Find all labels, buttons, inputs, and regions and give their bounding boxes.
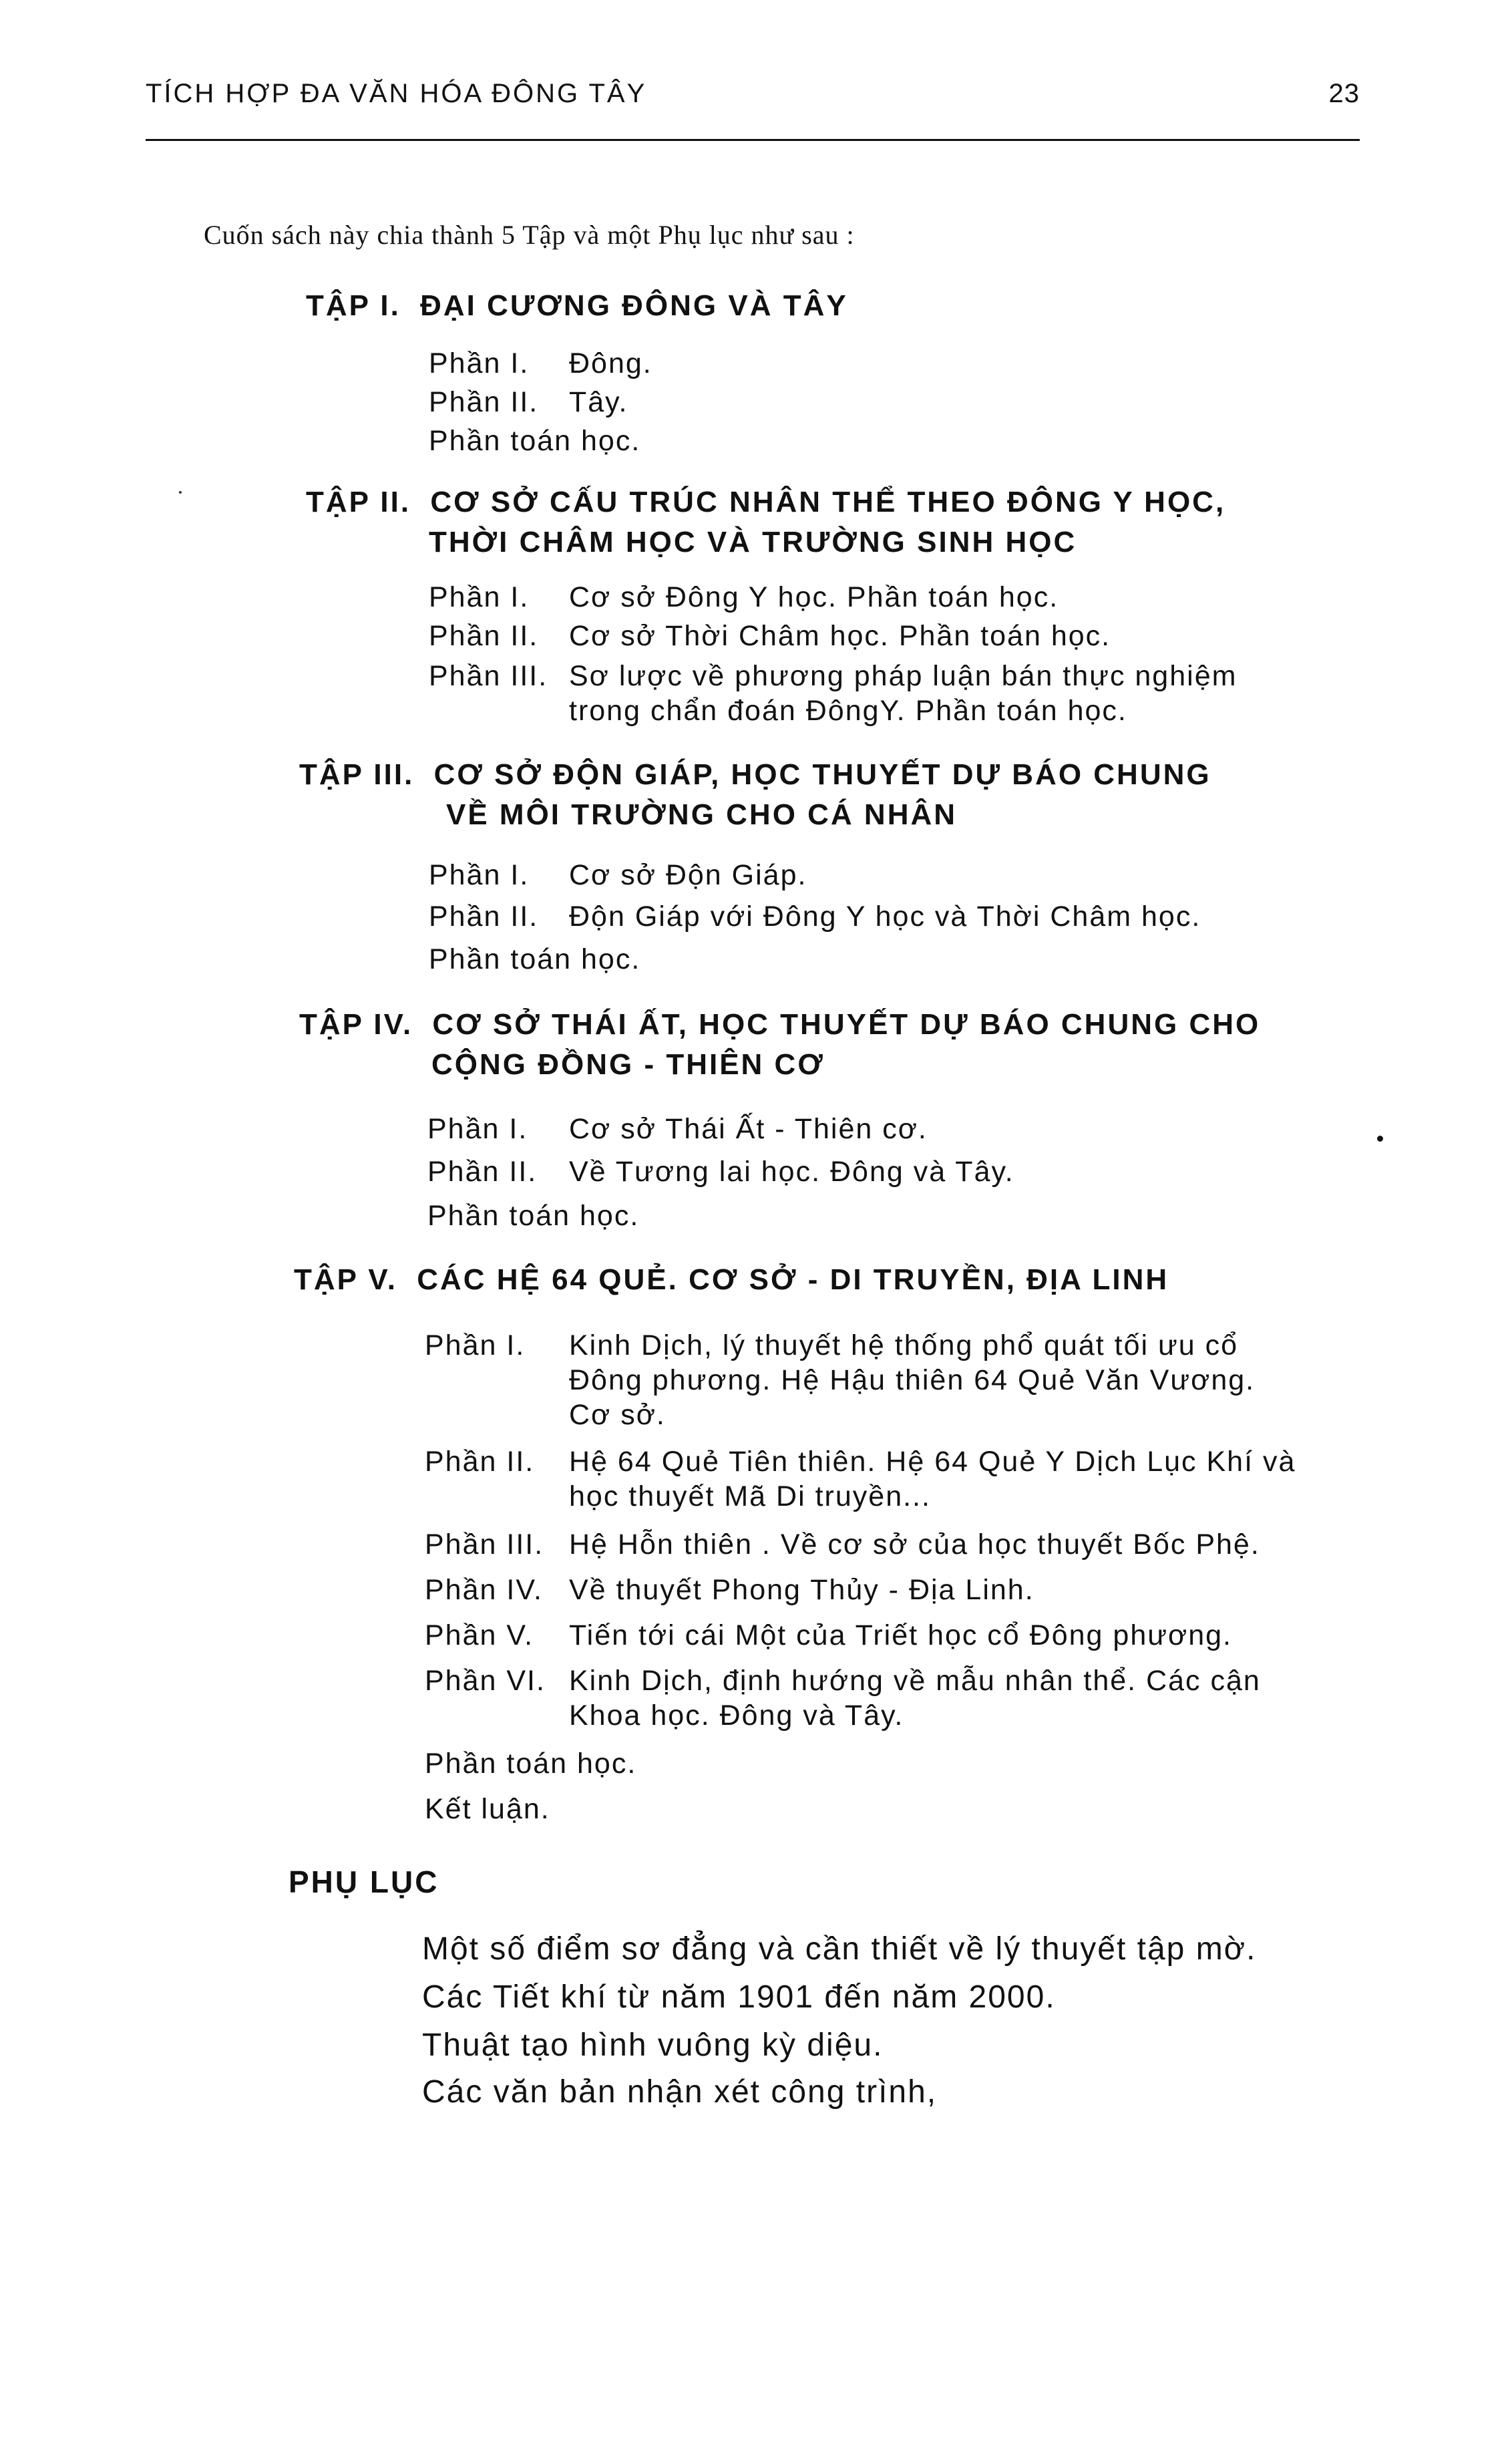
part-text-line: trong chẩn đoán ĐôngY. Phần toán học. [569,695,1127,727]
part-label: Kết luận. [425,1793,550,1825]
part-text: Cơ sở Thái Ất - Thiên cơ. [569,1113,928,1145]
part-label: Phần III. [429,660,548,692]
part-label: Phần II. [429,386,539,418]
volume-5-title-line-1: CÁC HỆ 64 QUẺ. CƠ SỞ - DI TRUYỀN, ĐỊA LINH [417,1263,1169,1296]
part-label: Phần I. [425,1329,526,1361]
part-label: Phần IV. [425,1574,543,1606]
appendix-heading: PHỤ LỤC [289,1864,439,1899]
part-text [569,1328,1255,1432]
part-label: Phần toán học. [427,1200,640,1232]
running-head [146,79,1360,119]
part-text-line: Kinh Dịch, lý thuyết hệ thống phổ quát tối ưu cổ [569,1329,1239,1361]
appendix-item-3: Thuật tạo hình vuông kỳ diệu. [422,2027,884,2063]
part-label: Phần I. [427,1113,528,1145]
volume-5-label: TẬP V. [294,1263,397,1296]
part-text-line: Hệ 64 Quẻ Tiên thiên. Hệ 64 Quẻ Y Dịch Lục Khí và [569,1446,1296,1478]
volume-4-title-line-1: CƠ SỞ THÁI ẤT, HỌC THUYẾT DỰ BÁO CHUNG CHO [432,1008,1261,1041]
volume-2-label: TẬP II. [306,486,411,518]
part-text: Độn Giáp với Đông Y học và Thời Châm học. [569,901,1201,933]
running-head-title: TÍCH HỢP ĐA VĂN HÓA ĐÔNG TÂY [146,79,647,108]
part-label: Phần I. [429,347,530,379]
intro-text: Cuốn sách này chia thành 5 Tập và một Phụ lục như sau : [204,220,855,250]
volume-3-label: TẬP III. [299,758,415,791]
part-label: Phần toán học. [429,943,641,975]
part-text: Cơ sở Độn Giáp. [569,859,807,891]
part-label: Phần I. [429,859,530,891]
part-text: Cơ sở Đông Y học. Phần toán học. [569,581,1059,613]
volume-3-heading [299,755,1211,831]
volume-2-title-line-1: CƠ SỞ CẤU TRÚC NHÂN THỂ THEO ĐÔNG Y HỌC, [430,486,1226,518]
part-label: Phần II. [427,1156,538,1188]
appendix-item-2: Các Tiết khí từ năm 1901 đến năm 2000. [422,1979,1056,2015]
part-text-line: Kinh Dịch, định hướng về mẫu nhân thể. Các cận [569,1665,1261,1697]
part-label: Phần II. [429,620,539,652]
part-text: Về Tương lai học. Đông và Tây. [569,1156,1014,1188]
part-text [569,1663,1261,1733]
appendix-item-4: Các văn bản nhận xét công trình, [422,2074,938,2110]
volume-2-heading [306,482,1226,558]
volume-3-title-line-1: CƠ SỞ ĐỘN GIÁP, HỌC THUYẾT DỰ BÁO CHUNG [433,758,1211,791]
part-label: Phần II. [425,1446,535,1478]
part-text-line: Khoa học. Đông và Tây. [569,1699,904,1732]
part-text: Đông. [569,347,652,379]
header-rule [146,139,1360,141]
volume-1-title-line-1: ĐẠI CƯƠNG ĐÔNG VÀ TÂY [420,289,848,322]
volume-5-heading [294,1260,1169,1300]
page-number: 23 [1328,79,1360,108]
volume-1-heading [306,286,848,326]
volume-4-title-line-2: CỘNG ĐỒNG - THIÊN CƠ [431,1048,825,1081]
part-text: Hệ Hỗn thiên . Về cơ sở của học thuyết Bốc Phệ. [569,1528,1260,1561]
volume-4-heading [299,1005,1261,1081]
volume-1-label: TẬP I. [306,289,401,322]
part-text-line: học thuyết Mã Di truyền... [569,1480,931,1512]
part-text: Tây. [569,386,628,418]
part-text: Tiến tới cái Một của Triết học cổ Đông phương. [569,1619,1233,1651]
volume-2-title-line-2: THỜI CHÂM HỌC VÀ TRƯỜNG SINH HỌC [429,526,1077,558]
part-label: Phần I. [429,581,530,613]
part-text: Về thuyết Phong Thủy - Địa Linh. [569,1574,1034,1606]
part-label: Phần III. [425,1528,544,1561]
part-label: Phần II. [429,901,539,933]
part-label: Phần VI. [425,1665,546,1697]
part-text-line: Sơ lược về phương pháp luận bán thực nghiệm [569,660,1238,692]
part-label: Phần V. [425,1619,534,1651]
part-text [569,1444,1296,1514]
stray-speck [179,491,182,494]
stray-dot [1377,1136,1383,1142]
part-label: Phần toán học. [425,1748,637,1780]
part-text-line: Cơ sở. [569,1399,666,1431]
volume-3-title-line-2: VỀ MÔI TRƯỜNG CHO CÁ NHÂN [446,798,958,831]
part-label: Phần toán học. [429,425,641,457]
appendix-item-1: Một số điểm sơ đẳng và cần thiết về lý thuyết tập mờ. [422,1931,1257,1967]
part-text: Cơ sở Thời Châm học. Phần toán học. [569,620,1111,652]
volume-4-label: TẬP IV. [299,1008,413,1041]
part-text [569,659,1237,728]
part-text-line: Đông phương. Hệ Hậu thiên 64 Quẻ Văn Vương. [569,1364,1256,1396]
